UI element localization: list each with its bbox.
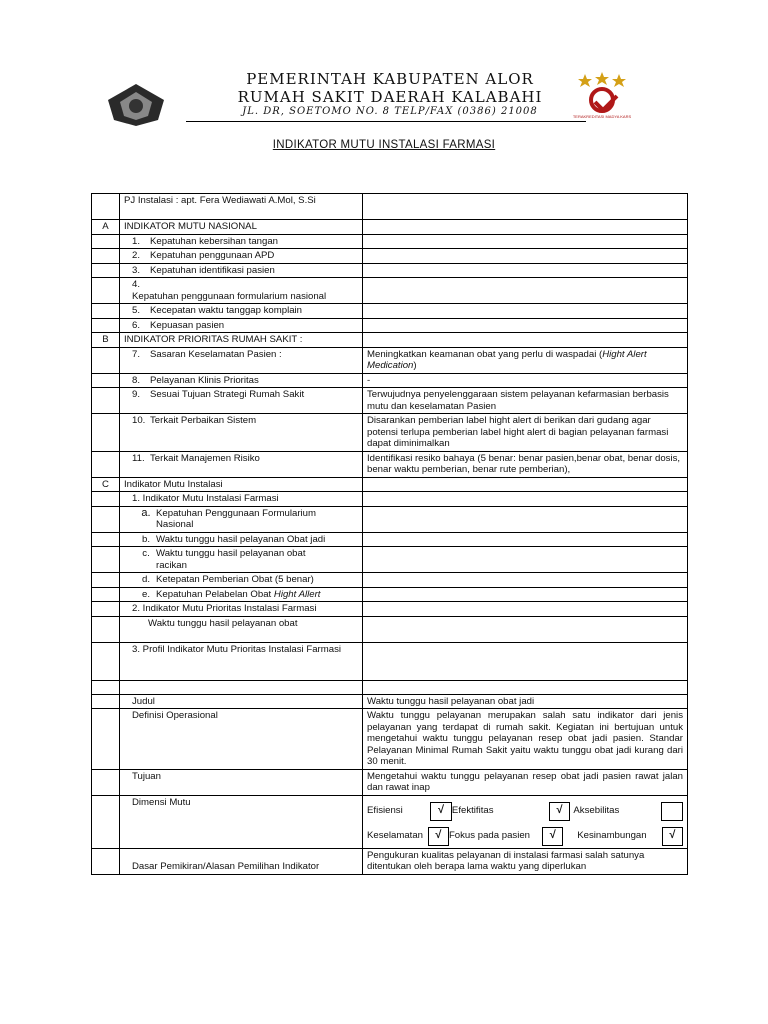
table-row <box>92 477 688 492</box>
sub-item: Kepatuhan Penggunaan Formularium Nasional <box>156 507 317 530</box>
sub-item: Ketepatan Pemberian Obat (5 benar) <box>156 574 314 585</box>
definisi-label: Definisi Operasional <box>120 709 363 770</box>
list-item: Sesuai Tujuan Strategi Rumah Sakit <box>150 389 305 400</box>
list-item: Pelayanan Klinis Prioritas <box>150 374 259 386</box>
list-item: Kepatuhan identifikasi pasien <box>150 264 275 276</box>
list-item: Kecepatan waktu tanggap komplain <box>150 305 303 316</box>
table-row <box>92 587 688 602</box>
item-number: 5. <box>132 305 141 316</box>
table-row <box>92 642 688 680</box>
aksebilitas-checkbox[interactable] <box>661 802 683 821</box>
table-row <box>92 492 688 507</box>
judul-label: Judul <box>120 694 363 709</box>
table-row <box>92 506 688 532</box>
dimensi-mutu-checklist <box>363 795 688 848</box>
section-b-label: INDIKATOR PRIORITAS RUMAH SAKIT : <box>120 333 363 348</box>
item-number: 3. <box>132 264 141 276</box>
indicator-table <box>91 193 688 875</box>
kesinambungan-checkbox[interactable]: √ <box>662 827 683 846</box>
item-number: 4. <box>132 279 141 290</box>
accreditation-logo <box>565 70 640 125</box>
item-value: Identifikasi resiko bahaya (5 benar: benar pasien,benar obat, benar dosis, benar waktu pemberian, benar rute pemberian), <box>363 451 688 477</box>
table-row <box>92 194 688 220</box>
item-number: 9. <box>132 389 141 400</box>
document-title: INDIKATOR MUTU INSTALASI FARMASI <box>272 139 496 151</box>
table-row <box>92 709 688 770</box>
table-row <box>92 694 688 709</box>
header-address: JL. DR, SOETOMO NO. 8 TELP/FAX (0386) 21008 <box>242 106 538 117</box>
list-item: Terkait Perbaikan Sistem <box>150 415 257 426</box>
section-a-label: INDIKATOR MUTU NASIONAL <box>120 220 363 235</box>
definisi-value: Waktu tunggu pelayanan merupakan salah satu indikator dari jenis pelayanan yang terdapat di rumah sakit. Kegiatan ini bertujuan untuk mengetahui waktu tunggu pelayanan resep obat jadi pasien. Standar Pelayanan Minimal Rumah Sakit yaitu waktu tunggu obat jadi kurang dari 30 menit. <box>363 709 688 770</box>
section-letter-b: B <box>92 333 120 348</box>
table-row <box>92 263 688 278</box>
table-row <box>92 249 688 264</box>
list-item: Kepatuhan kebersihan tangan <box>150 235 279 247</box>
letterhead <box>0 0 768 130</box>
item-number: 7. <box>132 348 141 360</box>
dimensi-label: Dimensi Mutu <box>120 795 363 848</box>
item-value: Meningkatkan keamanan obat yang perlu di waspadai (Hight Alert Medication) <box>363 347 688 373</box>
table-row <box>92 333 688 348</box>
item-value: Disarankan pemberian label hight alert di berikan dari gudang agar potensi terlupa pemberian label hight alert di bagian pelayanan farmasi dapat diminimalkan <box>363 414 688 452</box>
kesinambungan-label: Kesinambungan <box>577 830 647 842</box>
table-row <box>92 451 688 477</box>
table-row <box>92 547 688 573</box>
table-row <box>92 347 688 373</box>
sub-item: Kepatuhan Pelabelan Obat Hight Allert <box>156 588 321 600</box>
keselamatan-label: Keselamatan <box>367 830 423 842</box>
list-item: Kepuasan pasien <box>150 319 225 331</box>
table-row <box>92 680 688 694</box>
table-row <box>92 220 688 235</box>
table-row <box>92 769 688 795</box>
table-row <box>92 318 688 333</box>
item-number: 1. <box>132 235 141 247</box>
fokus-pasien-checkbox[interactable]: √ <box>542 827 563 846</box>
table-row <box>92 795 688 848</box>
sub-item-letter: d. <box>141 574 150 585</box>
table-row <box>92 234 688 249</box>
list-item: Waktu tunggu hasil pelayanan obat <box>120 616 363 642</box>
section-letter-a: A <box>92 220 120 235</box>
item-number: 6. <box>132 319 141 331</box>
efisiensi-label: Efisiensi <box>367 805 403 817</box>
list-item: 1. Indikator Mutu Instalasi Farmasi <box>120 492 363 507</box>
accreditation-caption: TERAKREDITASI MADYA KARS <box>572 114 632 119</box>
regency-emblem-logo <box>106 80 166 128</box>
pj-instalasi: PJ Instalasi : apt. Fera Wediawati A.Mol, S.Si <box>120 194 363 220</box>
sub-item: Waktu tunggu hasil pelayanan Obat jadi <box>156 533 326 545</box>
item-number: 11. <box>132 452 145 464</box>
sub-item-letter: e. <box>141 588 150 600</box>
table-row <box>92 616 688 642</box>
aksebilitas-label: Aksebilitas <box>573 805 620 817</box>
tujuan-value: Mengetahui waktu tunggu pelayanan resep obat jadi pasien rawat jalan dan rawat inap <box>363 769 688 795</box>
efisiensi-checkbox[interactable]: √ <box>430 802 452 821</box>
fokus-pasien-label: Fokus pada pasien <box>448 830 531 842</box>
table-row <box>92 304 688 319</box>
table-row <box>92 414 688 452</box>
section-letter-c: C <box>92 477 120 492</box>
efektifitas-checkbox[interactable]: √ <box>549 802 571 821</box>
list-item: 2. Indikator Mutu Prioritas Instalasi Farmasi <box>132 603 317 614</box>
list-item: Kepatuhan penggunaan formularium nasional <box>132 290 327 302</box>
table-row <box>92 532 688 547</box>
list-item: Terkait Manajemen Risiko <box>150 452 260 464</box>
section-c-label: Indikator Mutu Instalasi <box>120 477 363 492</box>
judul-value: Waktu tunggu hasil pelayanan obat jadi <box>363 694 688 709</box>
sub-item-letter: a. <box>141 506 151 519</box>
keselamatan-checkbox[interactable]: √ <box>428 827 449 846</box>
table-row <box>92 388 688 414</box>
item-number: 8. <box>132 374 141 386</box>
list-item: 3. Profil Indikator Mutu Prioritas Instalasi Farmasi <box>132 643 342 655</box>
table-row <box>92 373 688 388</box>
tujuan-label: Tujuan <box>120 769 363 795</box>
dasar-label: Dasar Pemikiran/Alasan Pemilihan Indikator <box>120 848 363 874</box>
efektifitas-label: Efektifitas <box>451 805 494 817</box>
list-item: Kepatuhan penggunaan APD <box>150 250 275 261</box>
header-line-1: PEMERINTAH KABUPATEN ALOR <box>246 70 534 88</box>
list-item: Sasaran Keselamatan Pasien : <box>150 348 282 360</box>
table-row <box>92 602 688 617</box>
sub-item-letter: c. <box>142 548 150 559</box>
sub-item-letter: b. <box>141 533 150 545</box>
table-row <box>92 278 688 304</box>
table-row <box>92 848 688 874</box>
dasar-value: Pengukuran kualitas pelayanan di instalasi farmasi salah satunya ditentukan oleh berapa lama waktu yang diperlukan <box>363 848 688 874</box>
table-row <box>92 573 688 588</box>
header-line-2: RUMAH SAKIT DAERAH KALABAHI <box>237 88 543 106</box>
item-number: 10. <box>132 415 146 426</box>
item-value: Terwujudnya penyelenggaraan sistem pelayanan kefarmasian berbasis mutu dan keselamatan Pasien <box>363 388 688 414</box>
header-rule <box>186 121 586 122</box>
sub-item: Waktu tunggu hasil pelayanan obat racikan <box>156 548 306 571</box>
item-value: - <box>363 373 688 388</box>
item-number: 2. <box>132 250 141 261</box>
